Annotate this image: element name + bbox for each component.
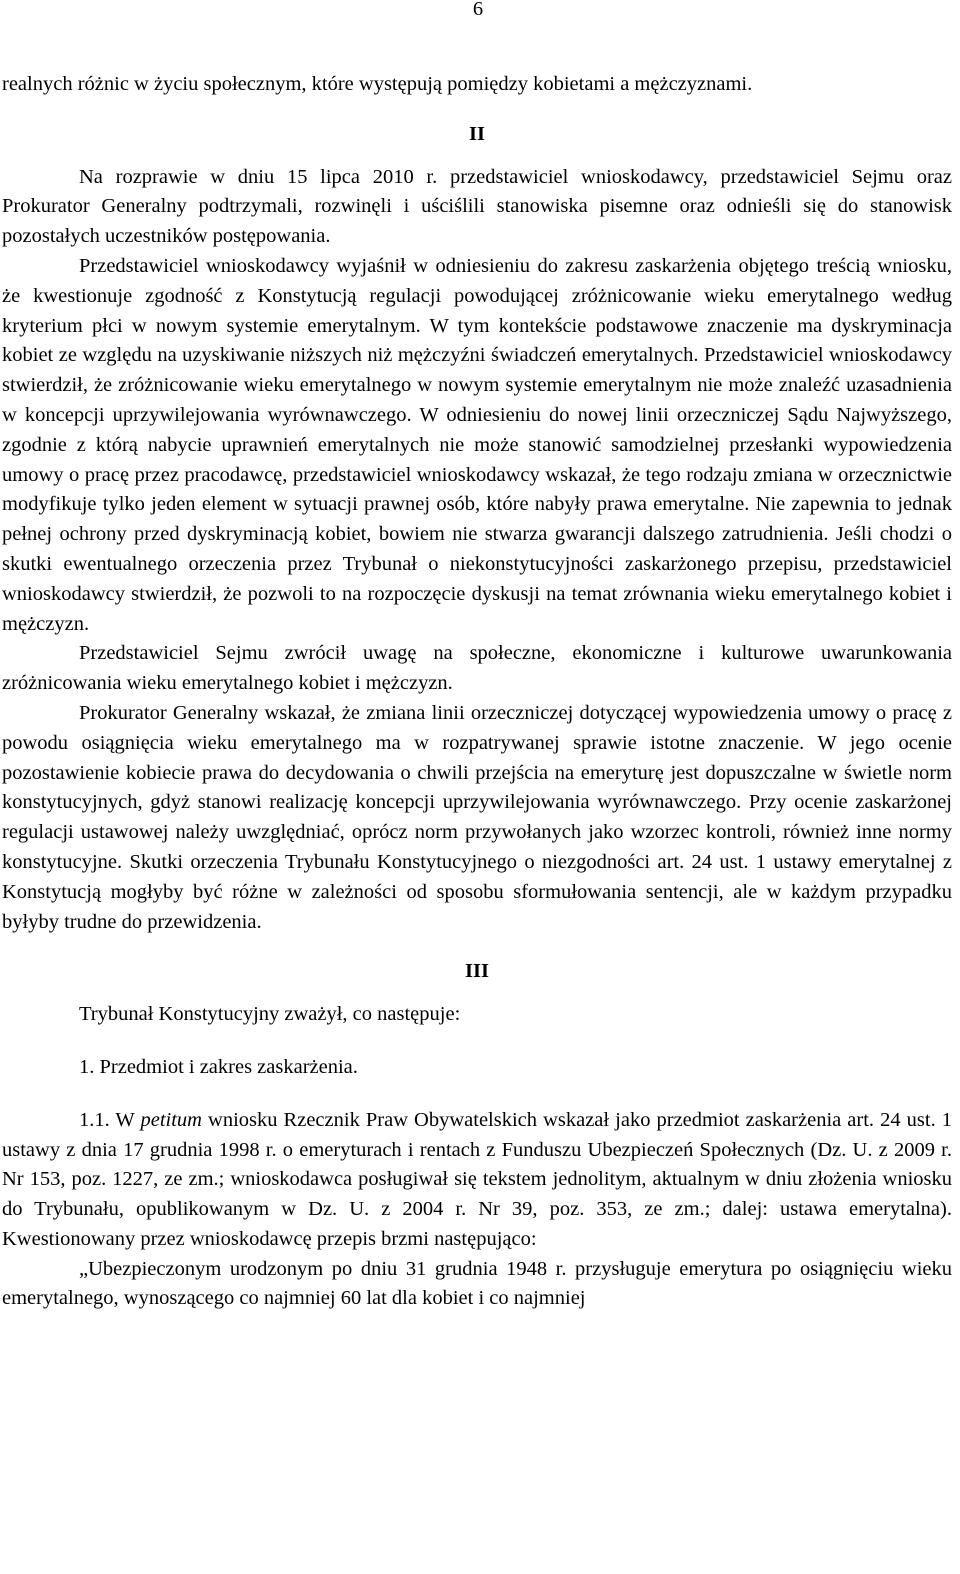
spacer — [2, 1083, 952, 1106]
paragraph-tribunal-considered: Trybunał Konstytucyjny zważył, co następuje: — [79, 1003, 461, 1026]
paragraph-1-1 — [2, 1106, 952, 1255]
spacer — [2, 100, 952, 120]
paragraph-hearing: Na rozprawie w dniu 15 lipca 2010 r. przedstawiciel wnioskodawcy, przedstawiciel Sejmu oraz Prokurator Generalny podtrzymali, rozwinęli i uściślili stanowiska pisemne oraz odnieśli się do stanowisk pozostałych uczestników postępowania. — [2, 165, 952, 248]
document-body — [2, 70, 952, 1314]
page-number: 6 — [472, 0, 484, 20]
paragraph-1-1-rest: wniosku Rzecznik Praw Obywatelskich wskazał jako przedmiot zaskarżenia art. 24 ust. 1 ustawy z dnia 17 grudnia 1998 r. o emeryturach i rentach z Funduszu Ubezpieczeń Społecznych (Dz. U. z 2009 r. Nr 153, poz. 1227, ze zm.; wnioskodawca posługiwał się tekstem jednolitym, aktualnym w dniu złożenia wniosku do Trybunału, opublikowanym w Dz. U. z 2004 r. Nr 39, poz. 353, ze zm.; dalej: ustawa emerytalna). Kwestionowany przez wnioskodawcę przepis brzmi następująco: — [2, 1108, 952, 1250]
quoted-provision: „Ubezpieczonym urodzonym po dniu 31 grudnia 1948 r. przysługuje emerytura po osiągnięciu wieku emerytalnego, wynoszącego co najmniej 60 lat dla kobiet i co najmniej — [2, 1257, 952, 1310]
spacer — [2, 150, 952, 163]
spacer — [2, 1030, 952, 1053]
petitum-term: petitum — [140, 1108, 202, 1131]
paragraph-prosecutor-general: Prokurator Generalny wskazał, że zmiana linii orzeczniczej dotyczącej wypowiedzenia umowy o pracę z powodu osiągnięcia wieku emerytalnego ma w rozpatrywanej sprawie istotne znaczenie. W jego ocenie pozostawienie kobiecie prawa do decydowania o chwili przejścia na emeryturę jest dopuszczalne w świetle norm konstytucyjnych, gdyż stanowi realizację koncepcji uprzywilejowania wyrównawczego. Przy ocenie zaskarżonej regulacji ustawowej należy uwzględniać, oprócz norm przywołanych jako wzorzec kontroli, również inne normy konstytucyjne. Skutki orzeczenia Trybunału Konstytucyjnego o niezgodności art. 24 ust. 1 ustawy emerytalnej z Konstytucją mogłyby być różne w zależności od sposobu sformułowania sentencji, ale w każdym przypadku byłyby trudne do przewidzenia. — [2, 701, 952, 933]
paragraph-sejm-representative: Przedstawiciel Sejmu zwrócił uwagę na społeczne, ekonomiczne i kulturowe uwarunkowania zróżnicowania wieku emerytalnego kobiet i mężczyzn. — [2, 642, 952, 695]
subheading-subject-scope: 1. Przedmiot i zakres zaskarżenia. — [79, 1055, 358, 1078]
paragraph-applicant-representative: Przedstawiciel wnioskodawcy wyjaśnił w odniesieniu do zakresu zaskarżenia objętego treścią wniosku, że kwestionuje zgodność z Konstytucją regulacji powodującej zróżnicowanie wieku emerytalnego według kryterium płci w nowym systemie emerytalnym. W tym kontekście podstawowe znaczenie ma dyskryminacja kobiet ze względu na uzyskiwanie niższych niż mężczyźni świadczeń emerytalnych. Przedstawiciel wnioskodawcy stwierdził, że zróżnicowanie wieku emerytalnego w nowym systemie emerytalnym nie może znaleźć uzasadnienia w koncepcji uprzywilejowania wyrównawczego. W odniesieniu do nowej linii orzeczniczej Sądu Najwyższego, zgodnie z którą nabycie uprawnień emerytalnych nie może stanowić samodzielnej przesłanki wypowiedzenia umowy o pracę przez pracodawcę, przedstawiciel wnioskodawcy wskazał, że tego rodzaju zmiana w orzecznictwie modyfikuje tylko jeden element w sytuacji prawnej osób, które nabyły prawa emerytalne. Nie zapewnia to jednak pełnej ochrony przed dyskryminacją kobiet, bowiem nie stwarza gwarancji dalszego zatrudnienia. Jeśli chodzi o skutki ewentualnego orzeczenia przez Trybunał o niekonstytucyjności zaskarżonego przepisu, przedstawiciel wnioskodawcy stwierdził, że pozwoli to na rozpoczęcie dyskusji na temat zrównania wieku emerytalnego kobiet i mężczyzn. — [2, 254, 952, 635]
paragraph-continued: realnych różnic w życiu społecznym, które występują pomiędzy kobietami a mężczyznami. — [2, 73, 753, 95]
spacer — [2, 987, 952, 1000]
paragraph-1-1-start: 1.1. W — [79, 1108, 141, 1131]
section-heading-iii: III — [465, 960, 489, 983]
section-heading-ii: II — [469, 122, 485, 145]
spacer — [2, 937, 952, 957]
